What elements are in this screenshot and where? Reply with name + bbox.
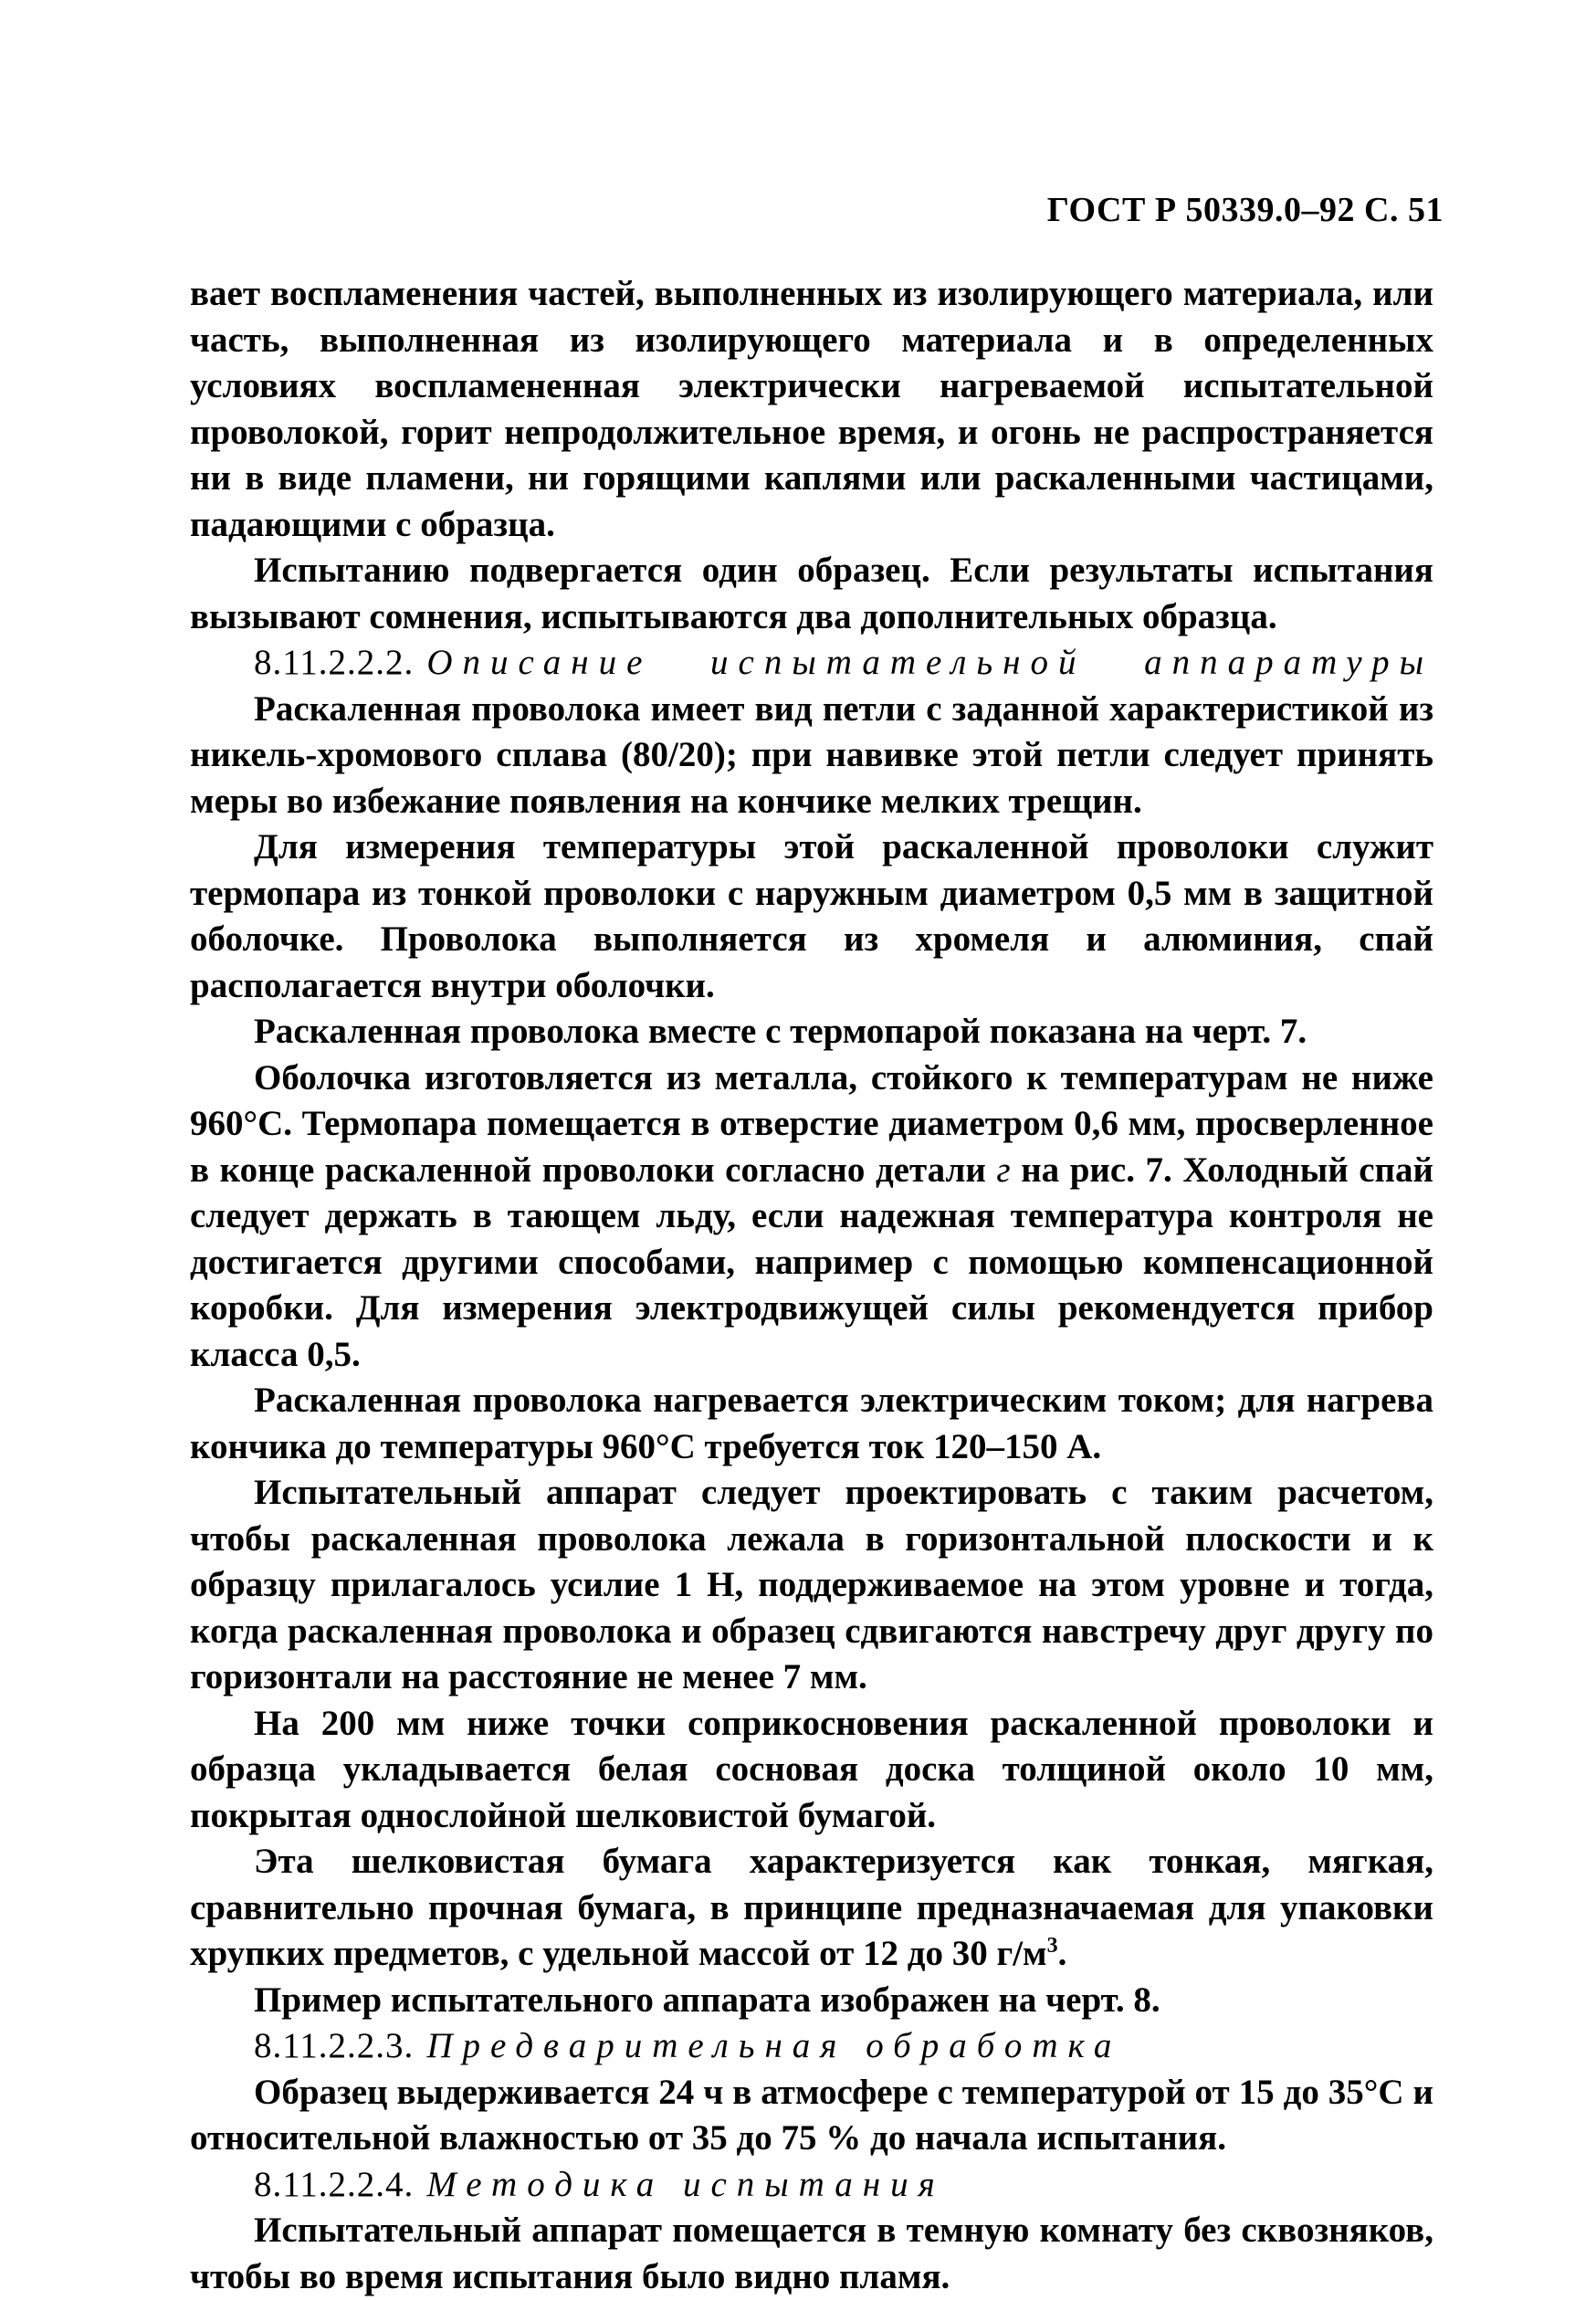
section-heading-preconditioning xyxy=(190,2023,1433,2070)
paragraph-tissue-text: Эта шелковистая бумага характеризуется как тонкая, мягкая, сравнительно прочная бумага, в принципе предназначаемая для упаковки хрупких предметов, с удельной массой от 12 до 30 г/м xyxy=(190,1842,1433,1973)
paragraph-tissue-paper xyxy=(190,1839,1433,1978)
paragraph-thermocouple: Для измерения температуры этой раскаленной проволоки служит термопара из тонкой проволоки с наружным диаметром 0,5 мм в защитной оболочке. Проволока выполняется из хромеля и алюминия, спай располагается внутри оболочки. xyxy=(190,827,1433,1005)
section-number: 8.11.2.2.3. xyxy=(254,2026,415,2065)
paragraph-heating: Раскаленная проволока нагревается электрическим током; для нагрева кончика до температуры 960°С требуется ток 120–150 А. xyxy=(190,1381,1433,1466)
section-heading-apparatus xyxy=(190,640,1433,687)
paragraph-sheath-part2: на рис. 7. Холодный спай следует держать в тающем льду, если надежная температура контроля не достигается другими способами, например с помощью компенсационной коробки. Для измерения электродвижущей силы рекомендуется прибор класса 0,5. xyxy=(190,1150,1433,1374)
section-heading-method xyxy=(190,2162,1433,2209)
paragraph-pine-board: На 200 мм ниже точки соприкосновения раскаленной проволоки и образца укладывается белая сосновая доска толщиной около 10 мм, покрытая однослойной шелковистой бумагой. xyxy=(190,1703,1433,1835)
paragraph-dark-room: Испытательный аппарат помещается в темную комнату без сквозняков, чтобы во время испытания было видно пламя. xyxy=(190,2211,1433,2296)
section-title: Описание испытательной аппаратуры xyxy=(426,643,1433,682)
paragraph-sheath xyxy=(190,1055,1433,1379)
paragraph-glow-wire: Раскаленная проволока имеет вид петли с заданной характеристикой из никель-хромового сплава (80/20); при навивке этой петли следует принять меры во избежание появления на кончике мелких трещин. xyxy=(190,688,1433,821)
detail-letter: г xyxy=(996,1150,1011,1190)
document-body xyxy=(190,271,1433,2300)
paragraph-conditioning: Образец выдерживается 24 ч в атмосфере с температурой от 15 до 35°С и относительной влажностью от 35 до 75 % до начала испытания. xyxy=(190,2072,1433,2158)
section-number: 8.11.2.2.2. xyxy=(254,643,415,682)
paragraph-tissue-end: . xyxy=(1057,1934,1067,1973)
section-number: 8.11.2.2.4. xyxy=(254,2164,415,2204)
paragraph-sample-count: Испытанию подвергается один образец. Если результаты испытания вызывают сомнения, испытываются два дополнительных образца. xyxy=(190,551,1433,636)
paragraph-example: Пример испытательного аппарата изображен на черт. 8. xyxy=(254,1980,1160,2020)
superscript: 3 xyxy=(1046,1934,1058,1958)
paragraph-continuation: вает воспламенения частей, выполненных из изолирующего материала, или часть, выполненная из изолирующего материала и в определенных условиях воспламененная электрически нагреваемой испытательной проволокой, горит непродолжительное время, и огонь не распространяется ни в виде пламени, ни горящими каплями или раскаленными частицами, падающими с образца. xyxy=(190,274,1433,544)
paragraph-apparatus-design: Испытательный аппарат следует проектировать с таким расчетом, чтобы раскаленная проволока лежала в горизонтальной плоскости и к образцу прилагалось усилие 1 Н, поддерживаемое на этом уровне и тогда, когда раскаленная проволока и образец сдвигаются навстречу друг другу по горизонтали на расстояние не менее 7 мм. xyxy=(190,1473,1433,1696)
paragraph-drawing-ref: Раскаленная проволока вместе с термопарой показана на черт. 7. xyxy=(254,1012,1307,1051)
section-title: Методика испытания xyxy=(426,2164,945,2204)
paragraph-sheath-part1: Оболочка изготовляется из металла, стойкого к температурам не ниже 960°С. Термопара помещается в отверстие диаметром 0,6 мм, просверленное в конце раскаленной проволоки согласно детали xyxy=(190,1057,1433,1190)
section-title: Предварительная обработка xyxy=(426,2026,1122,2065)
page-header: ГОСТ Р 50339.0–92 С. 51 xyxy=(1046,191,1444,229)
